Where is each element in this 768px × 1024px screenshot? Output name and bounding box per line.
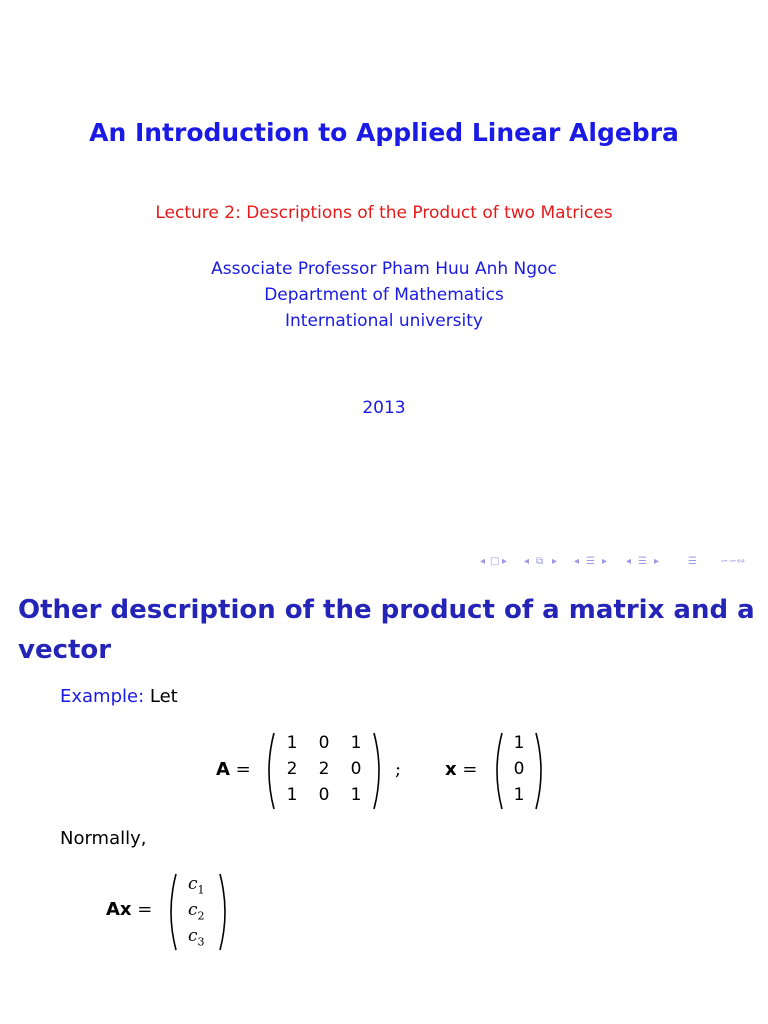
right-parenthesis-icon [218,872,232,952]
right-parenthesis-icon [534,731,548,811]
product-entry: $c_2$ [188,900,205,923]
matrix-a-lhs [216,759,251,780]
vector-x-symbol: x [445,759,457,780]
product-symbol: Ax [106,899,132,920]
document-icon[interactable]: ☰ [688,556,697,567]
example-line [60,686,178,707]
section-icon[interactable]: ☰ [586,556,595,567]
matrix-a-cell: 1 [350,785,362,805]
prev-part-arrow-icon[interactable]: ◂ [626,556,632,567]
product-entry: $c_1$ [188,874,205,897]
matrix-a-cell: 0 [318,733,330,753]
left-parenthesis-icon [262,731,276,811]
matrix-a-cell: 0 [318,785,330,805]
matrix-a [262,731,386,811]
presentation-year: 2013 [362,398,406,418]
presentation-title: An Introduction to Applied Linear Algebra [89,118,679,147]
matrix-a-cell: 2 [286,759,298,779]
subsection-icon[interactable]: ⧉ [536,556,544,567]
matrix-a-cell: 1 [286,785,298,805]
matrix-a-symbol: A [216,759,230,780]
equals-sign: = [462,759,478,780]
lecture-subtitle: Lecture 2: Descriptions of the Product of two Matrices [155,203,613,223]
search-icon[interactable]: ∽∽∾ [720,556,746,567]
example-text: Let [149,686,178,707]
product-entry: $c_3$ [188,926,205,949]
right-parenthesis-icon [372,731,386,811]
prev-subsection-arrow-icon[interactable]: ◂ [524,556,530,567]
product-lhs [106,899,152,920]
vector-x-lhs [445,759,477,780]
equals-sign: = [235,759,251,780]
department-name: Department of Mathematics [264,285,504,305]
left-parenthesis-icon [490,731,504,811]
matrix-a-cell: 2 [318,759,330,779]
next-frame-arrow-icon[interactable]: ▸ [502,556,508,567]
matrix-separator: ; [395,759,402,780]
vector-x-cell: 1 [513,733,525,753]
frame-title: Other description of the product of a matrix and a vector [18,595,755,665]
vector-x-cell: 0 [513,759,525,779]
next-part-arrow-icon[interactable]: ▸ [654,556,660,567]
next-subsection-arrow-icon[interactable]: ▸ [552,556,558,567]
institution-name: International university [285,311,483,331]
prev-section-arrow-icon[interactable]: ◂ [574,556,580,567]
example-label: Example: [60,686,145,707]
beamer-navigation-bar [476,556,766,572]
part-icon[interactable]: ☰ [638,556,647,567]
vector-x [490,731,548,811]
product-vector [164,872,232,952]
frame-icon[interactable]: □ [490,556,500,567]
matrix-a-cell: 0 [350,759,362,779]
author-name: Associate Professor Pham Huu Anh Ngoc [211,259,557,279]
vector-x-cell: 1 [513,785,525,805]
equals-sign: = [137,899,153,920]
content-slide [0,576,768,1024]
next-section-arrow-icon[interactable]: ▸ [602,556,608,567]
matrix-a-cell: 1 [286,733,298,753]
matrix-a-cell: 1 [350,733,362,753]
left-parenthesis-icon [164,872,178,952]
prev-frame-arrow-icon[interactable]: ◂ [480,556,486,567]
normally-text: Normally, [60,828,147,849]
